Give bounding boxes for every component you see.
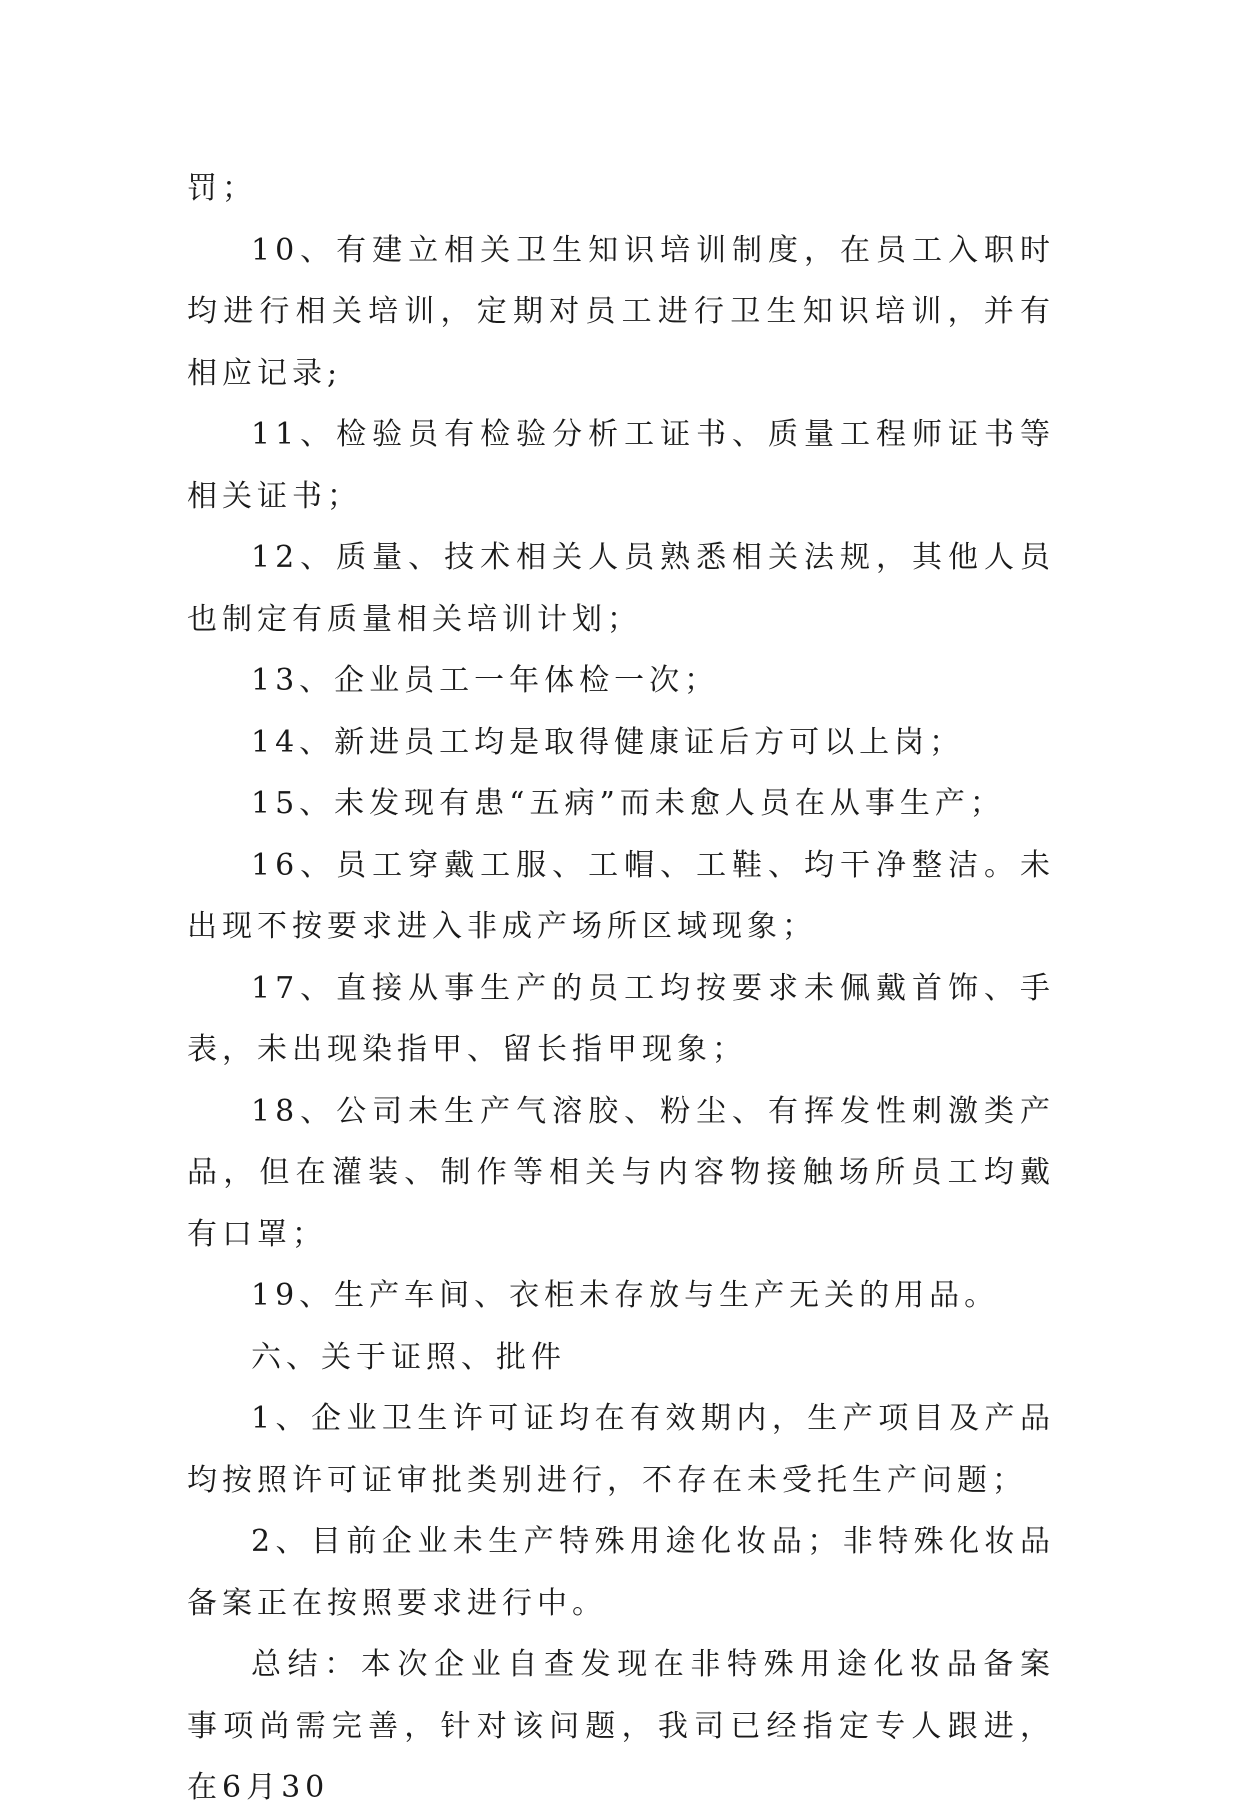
paragraph-item-13: 13、企业员工一年体检一次； <box>251 663 720 698</box>
section-heading-licenses: 六、关于证照、批件 <box>251 1339 566 1375</box>
paragraph-item-16: 16、员工穿戴工服、工帽、工鞋、均干净整洁。未出现不按要求进入非成产场所区域现象； <box>187 847 1055 944</box>
paragraph-0: 罚； <box>187 171 257 206</box>
paragraph-item-10: 10、有建立相关卫生知识培训制度，在员工入职时均进行相关培训，定期对员工进行卫生知识培训，并有相应记录; <box>187 232 1055 391</box>
paragraph-license-1: 1、企业卫生许可证均在有效期内，生产项目及产品均按照许可证审批类别进行，不存在未受托生产问题； <box>187 1401 1055 1498</box>
paragraph-item-19: 19、生产车间、衣柜未存放与生产无关的用品。 <box>251 1278 1000 1313</box>
paragraph-item-12: 12、质量、技术相关人员熟悉相关法规，其他人员也制定有质量相关培训计划； <box>187 540 1055 637</box>
paragraph-item-17: 17、直接从事生产的员工均按要求未佩戴首饰、手表，未出现染指甲、留长指甲现象； <box>187 970 1055 1067</box>
paragraph-item-15: 15、未发现有患“五病”而未愈人员在从事生产； <box>251 786 1005 821</box>
paragraph-summary: 总结：本次企业自查发现在非特殊用途化妆品备案事项尚需完善，针对该问题，我司已经指定专人跟进，在6月30 <box>187 1647 1055 1805</box>
paragraph-item-14: 14、新进员工均是取得健康证后方可以上岗； <box>251 724 965 760</box>
paragraph-item-11: 11、检验员有检验分析工证书、质量工程师证书等相关证书； <box>187 417 1055 514</box>
paragraph-item-18: 18、公司未生产气溶胶、粉尘、有挥发性刺激类产品，但在灌装、制作等相关与内容物接触场所员工均戴有口罩； <box>187 1093 1055 1252</box>
paragraph-license-2: 2、目前企业未生产特殊用途化妆品；非特殊化妆品备案正在按照要求进行中。 <box>187 1524 1055 1621</box>
document-body <box>187 158 1055 1819</box>
